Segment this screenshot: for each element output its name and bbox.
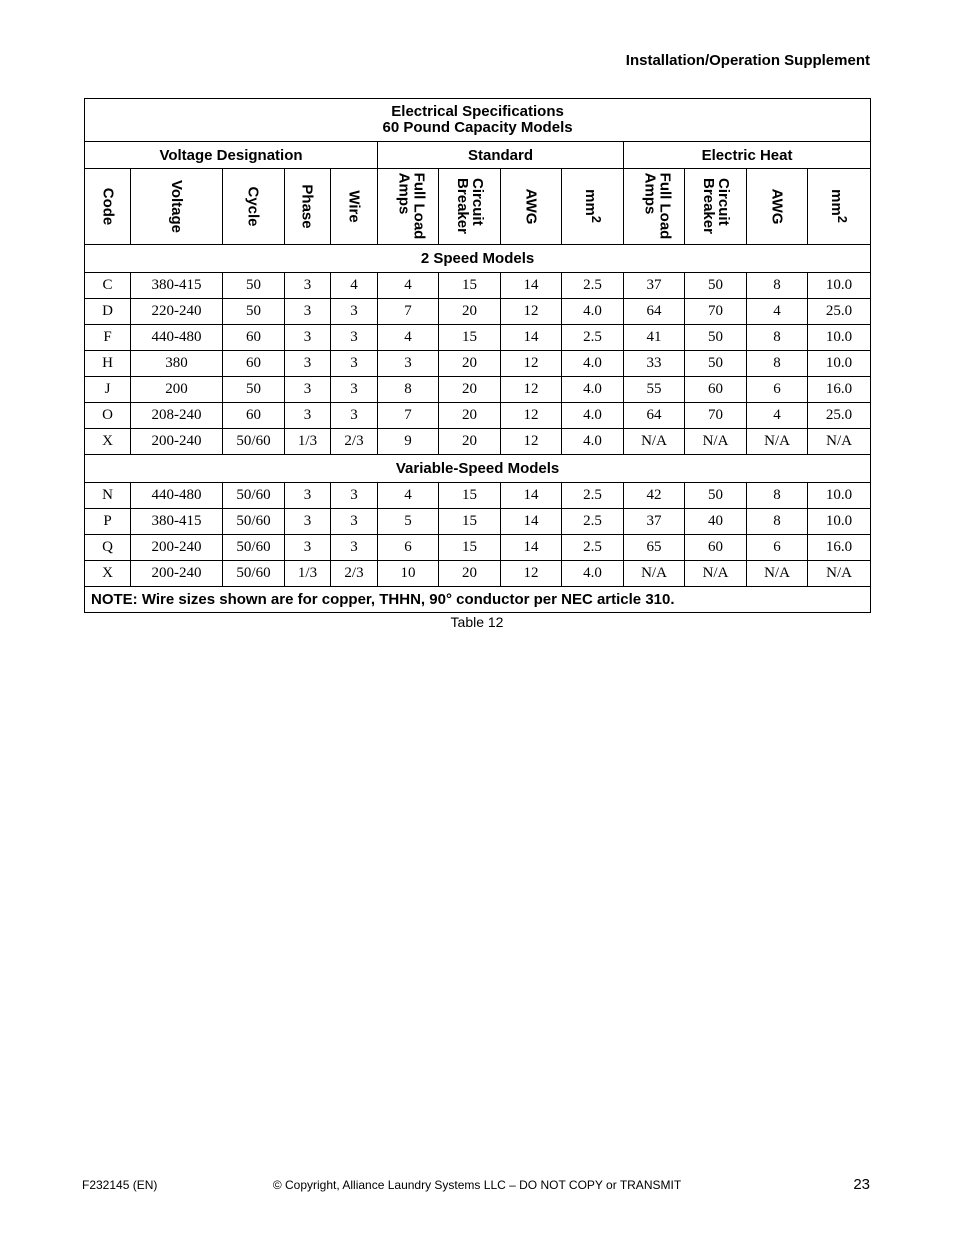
table-cell: X xyxy=(85,561,131,587)
rows-2-speed xyxy=(85,273,871,455)
col-header-std-mm2: $mm^2$ xyxy=(562,169,624,245)
table-cell: 50 xyxy=(685,483,747,509)
col-header-std-awg: AWG xyxy=(501,169,562,245)
table-cell: 14 xyxy=(501,325,562,351)
table-cell: 2.5 xyxy=(562,273,624,299)
table-cell: 10.0 xyxy=(808,509,871,535)
table-cell: 12 xyxy=(501,403,562,429)
table-cell: 4.0 xyxy=(562,429,624,455)
table-cell: N/A xyxy=(624,429,685,455)
table-cell: 50/60 xyxy=(223,509,285,535)
table-cell: 4 xyxy=(331,273,378,299)
table-cell: 14 xyxy=(501,483,562,509)
col-header-wire: Wire xyxy=(331,169,378,245)
table-cell: 50 xyxy=(223,299,285,325)
table-cell: Q xyxy=(85,535,131,561)
table-cell: 50 xyxy=(685,351,747,377)
table-cell: 3 xyxy=(331,535,378,561)
table-cell: 60 xyxy=(685,535,747,561)
table-cell: O xyxy=(85,403,131,429)
table-cell: 2.5 xyxy=(562,483,624,509)
table-cell: 200-240 xyxy=(131,561,223,587)
table-cell: N/A xyxy=(624,561,685,587)
table-cell: N/A xyxy=(808,561,871,587)
table-cell: 25.0 xyxy=(808,299,871,325)
electrical-specifications-table xyxy=(84,98,871,613)
table-row xyxy=(85,429,871,455)
table-cell: 200-240 xyxy=(131,535,223,561)
table-cell: 50/60 xyxy=(223,561,285,587)
table-cell: 12 xyxy=(501,377,562,403)
table-cell: C xyxy=(85,273,131,299)
table-cell: 3 xyxy=(331,509,378,535)
table-cell: 20 xyxy=(439,429,501,455)
table-cell: 4.0 xyxy=(562,351,624,377)
col-header-eh-awg: AWG xyxy=(747,169,808,245)
table-cell: 5 xyxy=(378,509,439,535)
table-cell: 20 xyxy=(439,403,501,429)
col-header-std-full-load-amps: Full Load Amps xyxy=(378,169,439,245)
table-cell: 60 xyxy=(223,325,285,351)
table-cell: 4 xyxy=(378,273,439,299)
table-row xyxy=(85,351,871,377)
section-variable-speed-models: Variable-Speed Models xyxy=(85,455,871,483)
table-cell: 2/3 xyxy=(331,429,378,455)
table-cell: 3 xyxy=(285,325,331,351)
table-cell: 14 xyxy=(501,273,562,299)
table-cell: 70 xyxy=(685,403,747,429)
table-cell: 40 xyxy=(685,509,747,535)
table-cell: 10.0 xyxy=(808,351,871,377)
table-cell: 9 xyxy=(378,429,439,455)
table-cell: N xyxy=(85,483,131,509)
table-cell: P xyxy=(85,509,131,535)
table-cell: 3 xyxy=(331,325,378,351)
group-header-voltage-designation: Voltage Designation xyxy=(85,142,378,169)
table-cell: 16.0 xyxy=(808,535,871,561)
table-cell: 8 xyxy=(747,325,808,351)
table-cell: 4 xyxy=(378,483,439,509)
table-cell: 65 xyxy=(624,535,685,561)
table-cell: 60 xyxy=(685,377,747,403)
table-cell: 7 xyxy=(378,403,439,429)
table-cell: 3 xyxy=(285,403,331,429)
col-header-phase: Phase xyxy=(285,169,331,245)
table-cell: 220-240 xyxy=(131,299,223,325)
table-caption: Table 12 xyxy=(450,614,504,630)
footer-copyright: © Copyright, Alliance Laundry Systems LLC – DO NOT COPY or TRANSMIT xyxy=(272,1178,682,1192)
table-cell: 3 xyxy=(285,351,331,377)
table-cell: 8 xyxy=(747,483,808,509)
table-row xyxy=(85,273,871,299)
table-cell: 12 xyxy=(501,429,562,455)
table-cell: 4.0 xyxy=(562,403,624,429)
table-row xyxy=(85,483,871,509)
table-cell: 1/3 xyxy=(285,561,331,587)
table-cell: 37 xyxy=(624,273,685,299)
table-cell: 380-415 xyxy=(131,273,223,299)
table-cell: 3 xyxy=(285,509,331,535)
footer-page-number: 23 xyxy=(853,1176,870,1193)
table-note: NOTE: Wire sizes shown are for copper, THHN, 90° conductor per NEC article 310. xyxy=(85,587,871,613)
table-cell: D xyxy=(85,299,131,325)
table-cell: 10.0 xyxy=(808,273,871,299)
table-cell: 4.0 xyxy=(562,561,624,587)
table-cell: 4.0 xyxy=(562,377,624,403)
table-cell: 15 xyxy=(439,483,501,509)
table-cell: J xyxy=(85,377,131,403)
table-cell: 4 xyxy=(747,403,808,429)
table-cell: 200-240 xyxy=(131,429,223,455)
table-cell: 50 xyxy=(223,377,285,403)
table-title xyxy=(85,99,871,142)
table-cell: 50 xyxy=(685,325,747,351)
table-cell: 1/3 xyxy=(285,429,331,455)
table-cell: F xyxy=(85,325,131,351)
rows-variable-speed xyxy=(85,483,871,587)
table-cell: N/A xyxy=(747,561,808,587)
table-cell: 14 xyxy=(501,535,562,561)
col-header-eh-full-load-amps: Full Load Amps xyxy=(624,169,685,245)
section-2-speed-models: 2 Speed Models xyxy=(85,245,871,273)
table-cell: 50/60 xyxy=(223,483,285,509)
table-cell: 15 xyxy=(439,535,501,561)
table-cell: 8 xyxy=(747,351,808,377)
col-header-eh-mm2: $mm^2$ xyxy=(808,169,871,245)
footer-doc-id: F232145 (EN) xyxy=(82,1178,158,1192)
table-row xyxy=(85,377,871,403)
table-cell: N/A xyxy=(685,561,747,587)
table-row xyxy=(85,403,871,429)
table-cell: 10.0 xyxy=(808,483,871,509)
table-cell: 3 xyxy=(285,535,331,561)
table-cell: 20 xyxy=(439,561,501,587)
table-row xyxy=(85,299,871,325)
table-cell: 55 xyxy=(624,377,685,403)
table-cell: 3 xyxy=(331,377,378,403)
table-cell: 15 xyxy=(439,273,501,299)
table-cell: 33 xyxy=(624,351,685,377)
table-cell: 6 xyxy=(378,535,439,561)
table-cell: 3 xyxy=(285,299,331,325)
table-cell: 3 xyxy=(331,299,378,325)
col-header-code: Code xyxy=(85,169,131,245)
table-cell: 64 xyxy=(624,299,685,325)
table-cell: 20 xyxy=(439,299,501,325)
col-header-voltage: Voltage xyxy=(131,169,223,245)
table-cell: 6 xyxy=(747,377,808,403)
table-cell: 41 xyxy=(624,325,685,351)
table-cell: 2.5 xyxy=(562,325,624,351)
table-cell: 50/60 xyxy=(223,535,285,561)
table-cell: 10 xyxy=(378,561,439,587)
table-cell: 70 xyxy=(685,299,747,325)
table-cell: 3 xyxy=(285,377,331,403)
table-cell: 20 xyxy=(439,377,501,403)
table-cell: 3 xyxy=(285,483,331,509)
page-header-title: Installation/Operation Supplement xyxy=(625,52,870,69)
table-cell: X xyxy=(85,429,131,455)
table-cell: 12 xyxy=(501,351,562,377)
table-cell: 50 xyxy=(223,273,285,299)
table-row xyxy=(85,325,871,351)
table-cell: 2.5 xyxy=(562,509,624,535)
table-cell: 15 xyxy=(439,509,501,535)
table-cell: 10.0 xyxy=(808,325,871,351)
col-header-eh-circuit-breaker: Circuit Breaker xyxy=(685,169,747,245)
table-cell: 60 xyxy=(223,403,285,429)
table-title-line2: 60 Pound Capacity Models xyxy=(382,119,573,136)
table-cell: 380-415 xyxy=(131,509,223,535)
table-cell: 37 xyxy=(624,509,685,535)
table-cell: 50/60 xyxy=(223,429,285,455)
table-cell: 8 xyxy=(747,509,808,535)
table-cell: 20 xyxy=(439,351,501,377)
table-cell: 3 xyxy=(331,483,378,509)
table-cell: 440-480 xyxy=(131,483,223,509)
table-cell: H xyxy=(85,351,131,377)
table-cell: 3 xyxy=(331,403,378,429)
table-row xyxy=(85,561,871,587)
table-cell: N/A xyxy=(747,429,808,455)
group-header-standard: Standard xyxy=(378,142,624,169)
group-header-electric-heat: Electric Heat xyxy=(624,142,871,169)
table-row xyxy=(85,509,871,535)
table-cell: 4.0 xyxy=(562,299,624,325)
table-cell: 200 xyxy=(131,377,223,403)
table-cell: 14 xyxy=(501,509,562,535)
table-cell: 50 xyxy=(685,273,747,299)
table-cell: 60 xyxy=(223,351,285,377)
table-cell: 42 xyxy=(624,483,685,509)
table-cell: 2/3 xyxy=(331,561,378,587)
table-cell: 4 xyxy=(378,325,439,351)
table-cell: 12 xyxy=(501,299,562,325)
table-row xyxy=(85,535,871,561)
table-cell: 64 xyxy=(624,403,685,429)
table-cell: 208-240 xyxy=(131,403,223,429)
table-cell: 3 xyxy=(285,273,331,299)
table-cell: 16.0 xyxy=(808,377,871,403)
table-title-line1: Electrical Specifications xyxy=(391,103,564,120)
table-cell: 8 xyxy=(378,377,439,403)
table-cell: 12 xyxy=(501,561,562,587)
table-cell: 3 xyxy=(331,351,378,377)
table-cell: 25.0 xyxy=(808,403,871,429)
table-cell: 440-480 xyxy=(131,325,223,351)
col-header-std-circuit-breaker: Circuit Breaker xyxy=(439,169,501,245)
col-header-cycle: Cycle xyxy=(223,169,285,245)
table-cell: N/A xyxy=(808,429,871,455)
table-cell: 15 xyxy=(439,325,501,351)
table-cell: N/A xyxy=(685,429,747,455)
table-cell: 2.5 xyxy=(562,535,624,561)
table-cell: 380 xyxy=(131,351,223,377)
table-cell: 8 xyxy=(747,273,808,299)
table-cell: 3 xyxy=(378,351,439,377)
table-cell: 4 xyxy=(747,299,808,325)
table-cell: 6 xyxy=(747,535,808,561)
table-cell: 7 xyxy=(378,299,439,325)
